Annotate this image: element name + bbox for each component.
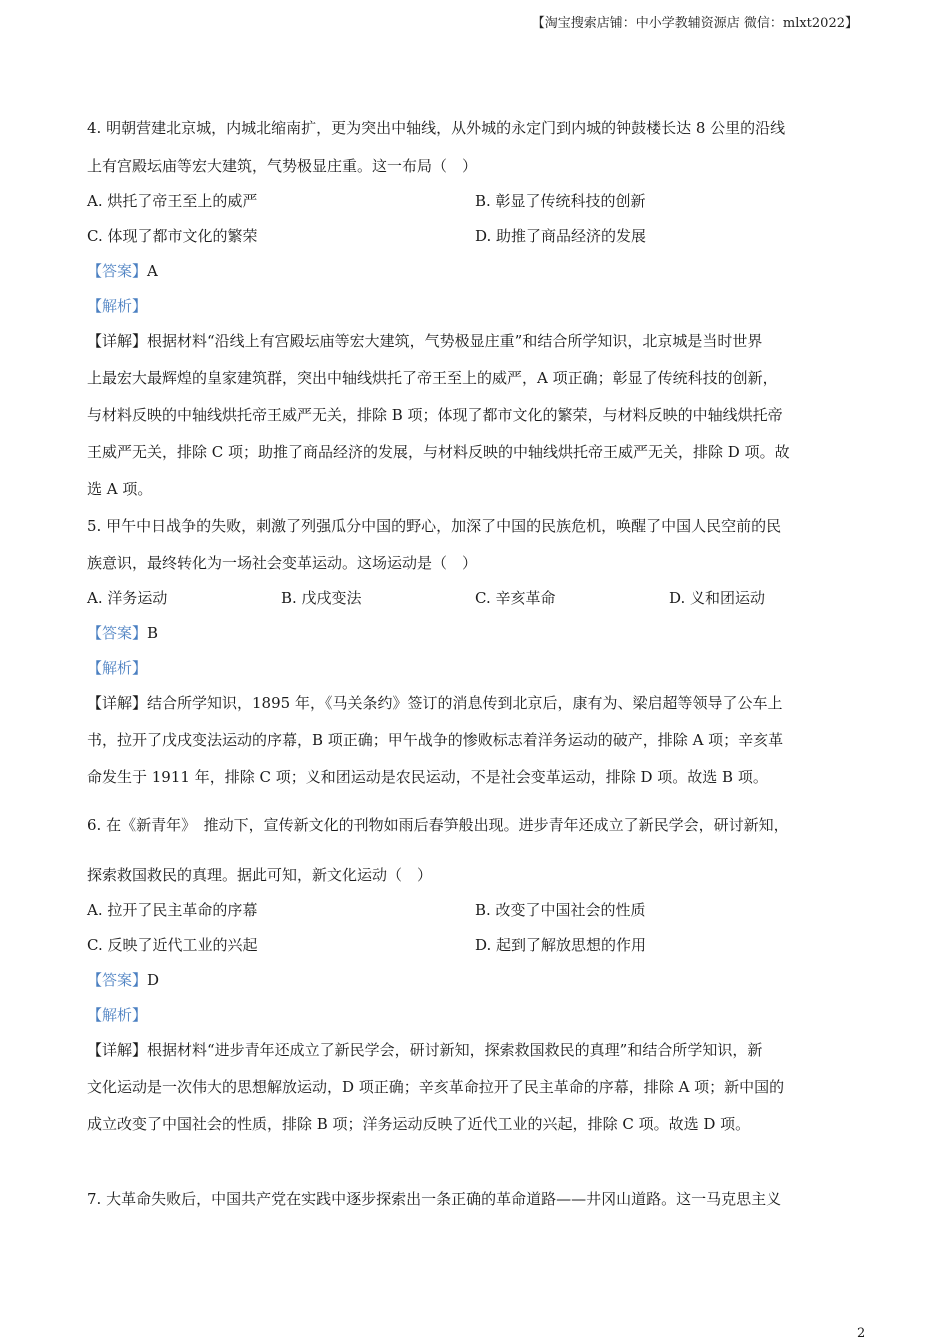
q4-option-b: B. 彰显了传统科技的创新	[475, 192, 646, 210]
q5-option-d: D. 义和团运动	[669, 589, 766, 607]
q4-analysis-tag: 【解析】	[87, 297, 148, 315]
answer-value: B	[147, 624, 159, 642]
q6-detail-line2: 文化运动是一次伟大的思想解放运动，D 项正确；辛亥革命拉开了民主革命的序幕，排除 A 项；新中国的	[87, 1078, 785, 1096]
q5-answer	[87, 623, 158, 643]
answer-tag: 【答案】	[87, 624, 148, 642]
answer-tag: 【答案】	[87, 971, 148, 989]
q5-analysis-tag: 【解析】	[87, 659, 148, 677]
q6-option-a: A. 拉开了民主革命的序幕	[87, 901, 258, 919]
q6-stem-line1: 6. 在《新青年》 推动下，宣传新文化的刊物如雨后春笋般出现。进步青年还成立了新民学会，研讨新知，	[87, 816, 789, 834]
q4-option-a: A. 烘托了帝王至上的威严	[87, 192, 258, 210]
q5-stem-line2: 族意识，最终转化为一场社会变革运动。这场运动是（ ）	[87, 554, 478, 572]
detail-tag: 【详解】	[87, 694, 148, 712]
q6-detail-line3: 成立改变了中国社会的性质，排除 B 项；洋务运动反映了近代工业的兴起，排除 C 项。故选 D 项。	[87, 1115, 751, 1133]
q4-detail-line3: 与材料反映的中轴线烘托帝王威严无关，排除 B 项；体现了都市文化的繁荣，与材料反映的中轴线烘托帝	[87, 406, 783, 424]
answer-value: D	[147, 971, 160, 989]
q6-option-b: B. 改变了中国社会的性质	[475, 901, 646, 919]
q6-detail-line1: 【详解】根据材料“进步青年还成立了新民学会，研讨新知，探索救国救民的真理”和结合所学知识，新	[87, 1041, 763, 1059]
q4-detail-line4: 王威严无关，排除 C 项；助推了商品经济的发展，与材料反映的中轴线烘托帝王威严无关，排除 D 项。故	[87, 443, 790, 461]
q4-answer	[87, 261, 158, 281]
detail-tag: 【详解】	[87, 332, 148, 350]
q6-option-c: C. 反映了近代工业的兴起	[87, 936, 258, 954]
q5-option-a: A. 洋务运动	[87, 589, 168, 607]
q4-stem-line2: 上有宫殿坛庙等宏大建筑，气势极显庄重。这一布局（ ）	[87, 157, 478, 175]
q5-option-c: C. 辛亥革命	[475, 589, 556, 607]
q4-detail-line1: 【详解】根据材料“沿线上有宫殿坛庙等宏大建筑，气势极显庄重”和结合所学知识，北京城是当时世界	[87, 332, 763, 350]
answer-tag: 【答案】	[87, 262, 148, 280]
q7-stem-line1: 7. 大革命失败后，中国共产党在实践中逐步探索出一条正确的革命道路——井冈山道路。这一马克思主义	[87, 1190, 782, 1208]
detail-tag: 【详解】	[87, 1041, 148, 1059]
q4-option-c: C. 体现了都市文化的繁荣	[87, 227, 258, 245]
q4-detail-line5: 选 A 项。	[87, 480, 153, 498]
q5-detail-line1: 【详解】结合所学知识，1895 年，《马关条约》签订的消息传到北京后，康有为、梁启超等领导了公车上	[87, 694, 783, 712]
q5-detail-line3: 命发生于 1911 年，排除 C 项；义和团运动是农民运动，不是社会变革运动，排除 D 项。故选 B 项。	[87, 768, 768, 786]
q6-option-d: D. 起到了解放思想的作用	[475, 936, 647, 954]
shop-header: 【淘宝搜索店铺：中小学教辅资源店 微信：mlxt2022】	[531, 16, 858, 31]
q5-stem-line1: 5. 甲午中日战争的失败，刺激了列强瓜分中国的野心，加深了中国的民族危机，唤醒了中国人民空前的民	[87, 517, 782, 535]
q6-answer	[87, 970, 159, 990]
q5-option-b: B. 戊戌变法	[281, 589, 362, 607]
q4-detail-line2: 上最宏大最辉煌的皇家建筑群，突出中轴线烘托了帝王至上的威严，A 项正确；彰显了传统科技的创新，	[87, 369, 778, 387]
answer-value: A	[147, 262, 158, 280]
q5-detail-line2: 书，拉开了戊戌变法运动的序幕，B 项正确；甲午战争的惨败标志着洋务运动的破产，排除 A 项；辛亥革	[87, 731, 784, 749]
q6-stem-line2: 探索救国救民的真理。据此可知，新文化运动（ ）	[87, 866, 433, 884]
q6-analysis-tag: 【解析】	[87, 1006, 148, 1024]
page-number: 2	[857, 1326, 866, 1341]
q4-option-d: D. 助推了商品经济的发展	[475, 227, 647, 245]
q4-stem-line1: 4. 明朝营建北京城，内城北缩南扩，更为突出中轴线，从外城的永定门到内城的钟鼓楼长达 8 公里的沿线	[87, 119, 786, 137]
